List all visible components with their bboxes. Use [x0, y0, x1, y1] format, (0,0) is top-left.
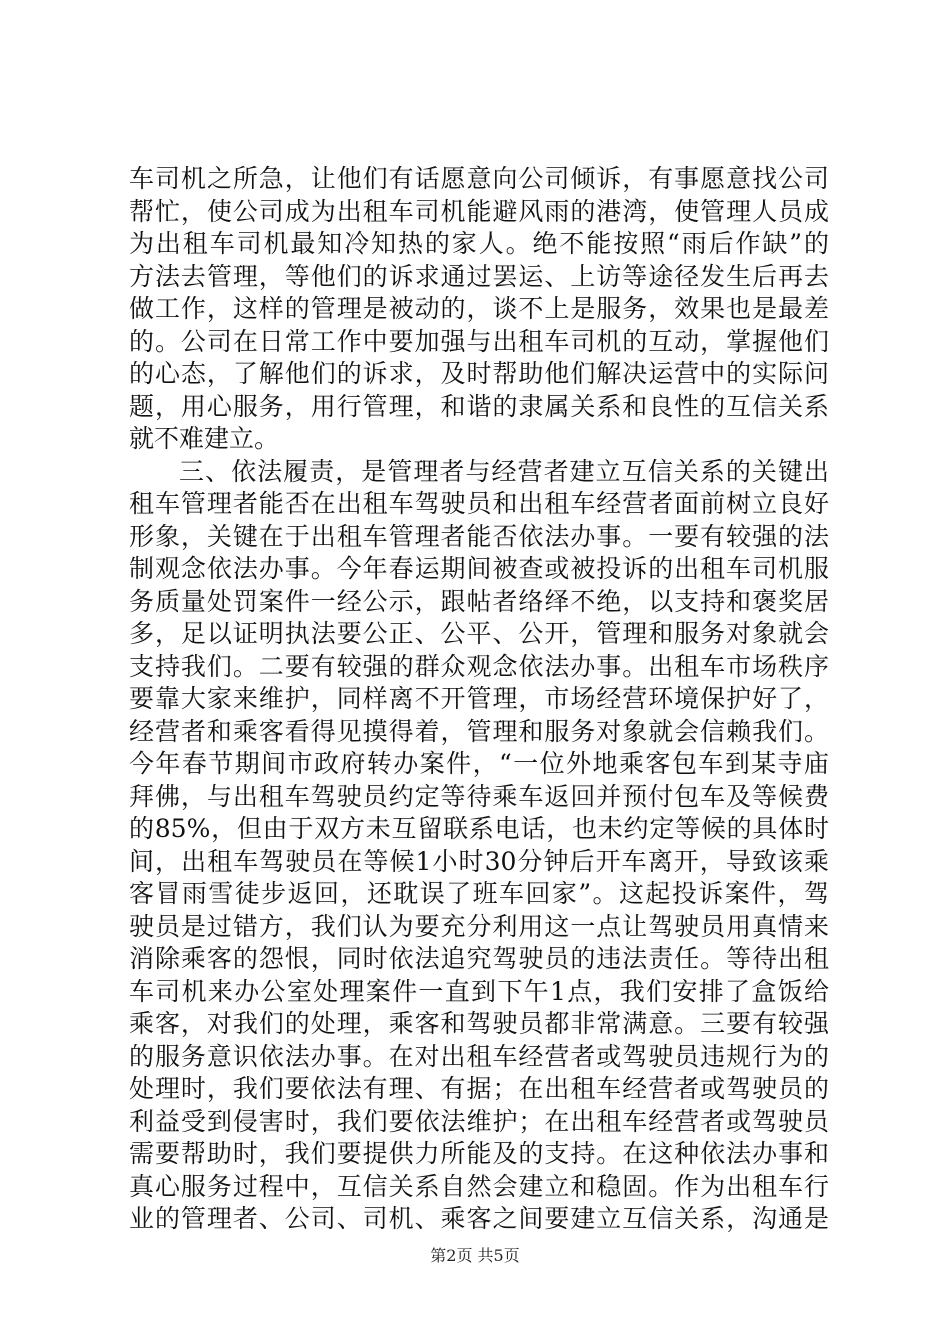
text-line: 制观念依法办事。今年春运期间被查或被投诉的出租车司机服	[129, 554, 829, 583]
text-line: 的。公司在日常工作中要加强与出租车司机的互动，掌握他们	[129, 326, 829, 356]
text-line: 多，足以证明执法要公正、公平、公开，管理和服务对象就会	[129, 619, 829, 648]
text-line: 处理时，我们要依法有理、有据；在出租车经营者或驾驶员的	[129, 1074, 829, 1103]
text-line: 三、依法履责，是管理者与经营者建立互信关系的关键出	[179, 456, 829, 486]
text-line: 为出租车司机最知冷知热的家人。绝不能按照“雨后作缺”的	[129, 229, 829, 258]
text-line: 车司机来办公室处理案件一直到下午1点，我们安排了盒饭给	[129, 976, 829, 1006]
text-line: 客冒雨雪徒步返回，还耽误了班车回家”。这起投诉案件，驾	[129, 879, 829, 908]
text-line: 方法去管理，等他们的诉求通过罢运、上访等途径发生后再去	[129, 261, 829, 291]
text-line: 要靠大家来维护，同样离不开管理，市场经营环境保护好了，	[129, 684, 829, 713]
text-line: 业的管理者、公司、司机、乘客之间要建立互信关系，沟通是	[129, 1204, 829, 1233]
text-line: 的85%，但由于双方未互留联系电话，也未约定等候的具体时	[129, 814, 829, 843]
text-line: 利益受到侵害时，我们要依法维护；在出租车经营者或驾驶员	[129, 1106, 829, 1136]
text-line: 真心服务过程中，互信关系自然会建立和稳固。作为出租车行	[129, 1171, 829, 1201]
text-line: 的服务意识依法办事。在对出租车经营者或驾驶员违规行为的	[129, 1041, 829, 1071]
text-line: 乘客，对我们的处理，乘客和驾驶员都非常满意。三要有较强	[129, 1009, 829, 1038]
body-text	[129, 163, 829, 1236]
text-line: 需要帮助时，我们要提供力所能及的支持。在这种依法办事和	[129, 1139, 829, 1168]
text-line: 的心态，了解他们的诉求，及时帮助他们解决运营中的实际问	[129, 359, 829, 388]
text-line: 车司机之所急，让他们有话愿意向公司倾诉，有事愿意找公司	[129, 164, 829, 193]
text-line: 驶员是过错方，我们认为要充分利用这一点让驾驶员用真情来	[129, 911, 829, 941]
text-line: 形象，关键在于出租车管理者能否依法办事。一要有较强的法	[129, 521, 829, 551]
text-line: 拜佛，与出租车驾驶员约定等待乘车返回并预付包车及等候费	[129, 781, 829, 811]
page-number-footer: 第2页 共5页	[430, 1246, 520, 1265]
text-line: 间，出租车驾驶员在等候1小时30分钟后开车离开，导致该乘	[129, 846, 829, 876]
text-line: 帮忙，使公司成为出租车司机能避风雨的港湾，使管理人员成	[129, 196, 829, 226]
text-line: 就不难建立。	[129, 424, 280, 453]
text-line: 支持我们。二要有较强的群众观念依法办事。出租车市场秩序	[129, 651, 829, 681]
text-line: 务质量处罚案件一经公示，跟帖者络绎不绝，以支持和褒奖居	[129, 586, 829, 616]
text-line: 今年春节期间市政府转办案件，“一位外地乘客包车到某寺庙	[129, 749, 829, 778]
text-line: 租车管理者能否在出租车驾驶员和出租车经营者面前树立良好	[129, 489, 829, 518]
text-line: 做工作，这样的管理是被动的，谈不上是服务，效果也是最差	[129, 294, 829, 323]
text-line: 消除乘客的怨恨，同时依法追究驾驶员的违法责任。等待出租	[129, 944, 829, 973]
text-line: 经营者和乘客看得见摸得着，管理和服务对象就会信赖我们。	[129, 716, 829, 746]
text-line: 题，用心服务，用行管理，和谐的隶属关系和良性的互信关系	[129, 391, 829, 421]
